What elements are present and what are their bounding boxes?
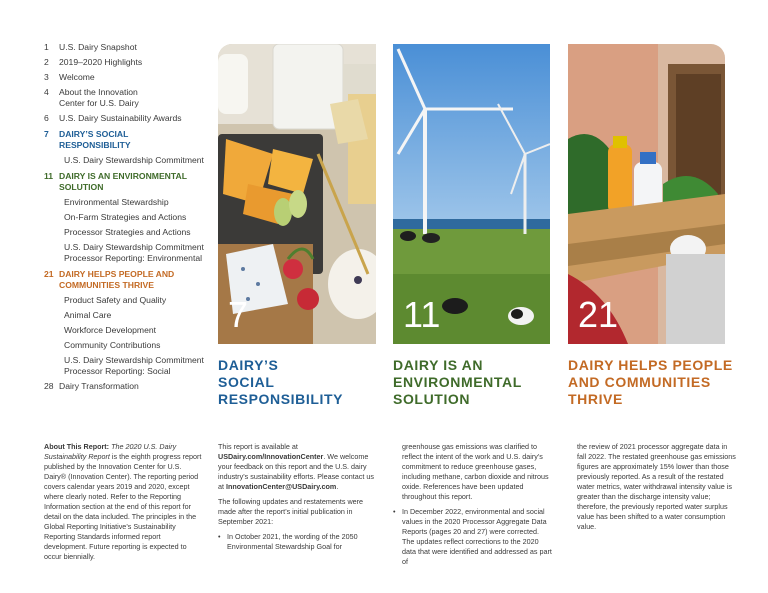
about-report-column: About This Report: The 2020 U.S. Dairy Sustainability Report is the eighth progress report published by the Innovation Center for U.S. Dairy® (Innovation Center). The reporting period covers calendar years 2019 and 2020, except where clearly noted. Refer to the Reporting Information section at the end of this report for detail on the data included. The principles in the Global Reporting Initiative’s Sustainability Reporting Standards informed report development. Future reporting is expected to occur biennially. — [44, 442, 202, 561]
table-of-contents — [44, 42, 214, 396]
updates-column: greenhouse gas emissions was clarified to reflect the intent of the work and U.S. dairy’s commitment to reduce greenhouse gases, including methane, carbon dioxide and nitrous oxide. References have been updated throughout this report. • In December 2022, environmental and social values in the 2020 Processor Aggregate Data Reports (pages 20 and 27) were corrected. The updates reflect corrections to the 2020 data that were identified and addressed as part of — [393, 442, 552, 566]
toc-item[interactable]: 2 2019–2020 Highlights — [44, 57, 143, 67]
toc-subitem[interactable]: Processor Strategies and Actions — [64, 227, 191, 237]
toc-subitem[interactable]: On-Farm Strategies and Actions — [64, 212, 187, 222]
toc-subitem[interactable]: Workforce Development — [64, 325, 157, 335]
page-number: 21 — [578, 294, 619, 335]
page-number: 11 — [403, 294, 441, 335]
section-heading-environmental[interactable]: DAIRY IS AN ENVIRONMENTAL SOLUTION — [393, 357, 522, 407]
toc-item[interactable]: 6 U.S. Dairy Sustainability Awards — [44, 113, 182, 123]
toc-subitem[interactable]: U.S. Dairy Stewardship Commitment — [64, 155, 204, 165]
page-number: 7 — [228, 294, 249, 335]
toc-item[interactable]: 4 About the Innovation Center for U.S. Dairy — [44, 87, 139, 108]
photo-produce-crate[interactable] — [568, 44, 725, 344]
toc-section-communities[interactable]: 21 DAIRY HELPS PEOPLE AND COMMUNITIES THRIVE — [44, 269, 175, 290]
section-heading-communities[interactable]: DAIRY HELPS PEOPLE AND COMMUNITIES THRIVE — [568, 357, 733, 407]
toc-section-social[interactable]: 7 DAIRY’S SOCIAL RESPONSIBILITY — [44, 129, 131, 150]
list-item: • In December 2022, environmental and social values in the 2020 Processor Aggregate Data Reports (pages 20 and 27) were corrected. The updates reflect corrections to the 2020 data that were identified and addressed as part of — [393, 507, 552, 566]
toc-subitem[interactable]: Environmental Stewardship — [64, 197, 169, 207]
photo-dairy-spread[interactable] — [218, 44, 376, 344]
photo-wind-turbines[interactable] — [393, 44, 550, 344]
restatement-column: the review of 2021 processor aggregate data in fall 2022. The restated greenhouse gas emissions figures are approximately 15% lower than those previously reported. As a result of the restated water metrics, water withdrawal intensity value is greater than the discharge intensity value; therefore, the previously reported water surplus value has been shifted to a water consumption value. — [577, 442, 736, 531]
contact-column: This report is available at USDairy.com/InnovationCenter. We welcome your feedback on this report and the U.S. dairy industry’s sustainability efforts. Please contact us at InnovationCenter@USDairy.com. The following updates and restatements were made after the report’s initial publication in September 2021: • In October 2021, the wording of the 2050 Environmental Stewardship Goal for — [218, 442, 378, 556]
toc-item[interactable]: 1 U.S. Dairy Snapshot — [44, 42, 137, 52]
toc-subitem[interactable]: U.S. Dairy Stewardship Commitment Processor Reporting: Environmental — [64, 242, 204, 263]
list-item: • In October 2021, the wording of the 2050 Environmental Stewardship Goal for — [218, 532, 358, 551]
toc-subitem[interactable]: U.S. Dairy Stewardship Commitment Processor Reporting: Social — [64, 355, 204, 376]
toc-section-environmental[interactable]: 11 DAIRY IS AN ENVIRONMENTAL SOLUTION — [44, 171, 187, 192]
toc-subitem[interactable]: Community Contributions — [64, 340, 161, 350]
contact-email-link[interactable]: InnovationCenter@USDairy.com — [226, 482, 337, 491]
section-heading-social[interactable]: DAIRY’S SOCIAL RESPONSIBILITY — [218, 357, 344, 407]
toc-item[interactable]: 28 Dairy Transformation — [44, 381, 139, 391]
toc-item[interactable]: 3 Welcome — [44, 72, 95, 82]
report-link[interactable]: USDairy.com/InnovationCenter — [218, 452, 324, 461]
toc-subitem[interactable]: Animal Care — [64, 310, 112, 320]
toc-subitem[interactable]: Product Safety and Quality — [64, 295, 167, 305]
